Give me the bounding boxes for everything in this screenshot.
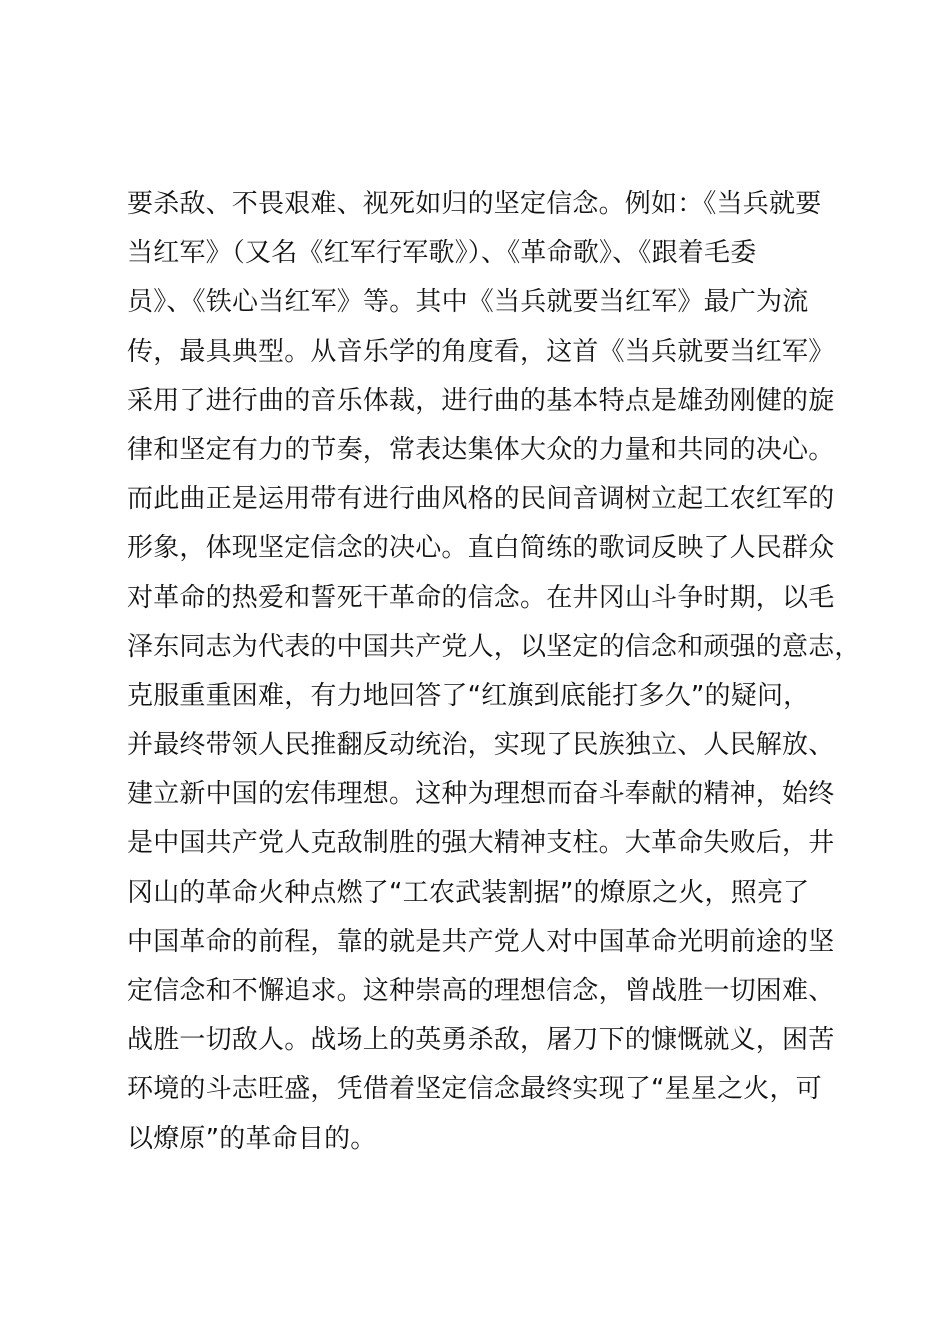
text-line: 并最终带领人民推翻反动统治，实现了民族独立、人民解放、 — [127, 730, 835, 761]
text-line: 传，最具典型。从音乐学的角度看，这首《当兵就要当红军》 — [127, 336, 835, 367]
text-line: 员》、《铁心当红军》等。其中《当兵就要当红军》最广为流 — [127, 287, 809, 318]
text-line: 战胜一切敌人。战场上的英勇杀敌，屠刀下的慷慨就义，困苦 — [127, 1025, 835, 1056]
text-line: 要杀敌、不畏艰难、视死如归的坚定信念。例如：《当兵就要 — [127, 189, 822, 219]
text-line: 形象，体现坚定信念的决心。直白简练的歌词反映了人民群众 — [127, 533, 835, 564]
text-line: 对革命的热爱和誓死干革命的信念。在井冈山斗争时期，以毛 — [127, 582, 835, 613]
text-line: 律和坚定有力的节奏，常表达集体大众的力量和共同的决心。 — [127, 434, 835, 465]
text-line: 泽东同志为代表的中国共产党人，以坚定的信念和顽强的意志， — [127, 631, 861, 662]
text-line: 冈山的革命火种点燃了“工农武装割据”的燎原之火，照亮了 — [127, 877, 810, 908]
text-line: 中国革命的前程，靠的就是共产党人对中国革命光明前途的坚 — [127, 926, 835, 957]
text-line: 当红军》（又名《红军行军歌》）、《革命歌》、《跟着毛委 — [127, 238, 757, 269]
text-line: 建立新中国的宏伟理想。这种为理想而奋斗奉献的精神，始终 — [127, 779, 835, 810]
text-line: 以燎原”的革命目的。 — [127, 1123, 377, 1154]
text-line: 而此曲正是运用带有进行曲风格的民间音调树立起工农红军的 — [127, 484, 835, 515]
text-line: 是中国共产党人克敌制胜的强大精神支柱。大革命失败后，井 — [127, 828, 835, 859]
text-line: 定信念和不懈追求。这种崇高的理想信念，曾战胜一切困难、 — [127, 976, 835, 1006]
text-line: 克服重重困难，有力地回答了“红旗到底能打多久”的疑问， — [127, 680, 810, 711]
body-paragraph — [127, 180, 867, 1164]
text-line: 采用了进行曲的音乐体裁，进行曲的基本特点是雄劲刚健的旋 — [127, 385, 835, 416]
text-line: 环境的斗志旺盛，凭借着坚定信念最终实现了“星星之火，可 — [127, 1074, 822, 1105]
